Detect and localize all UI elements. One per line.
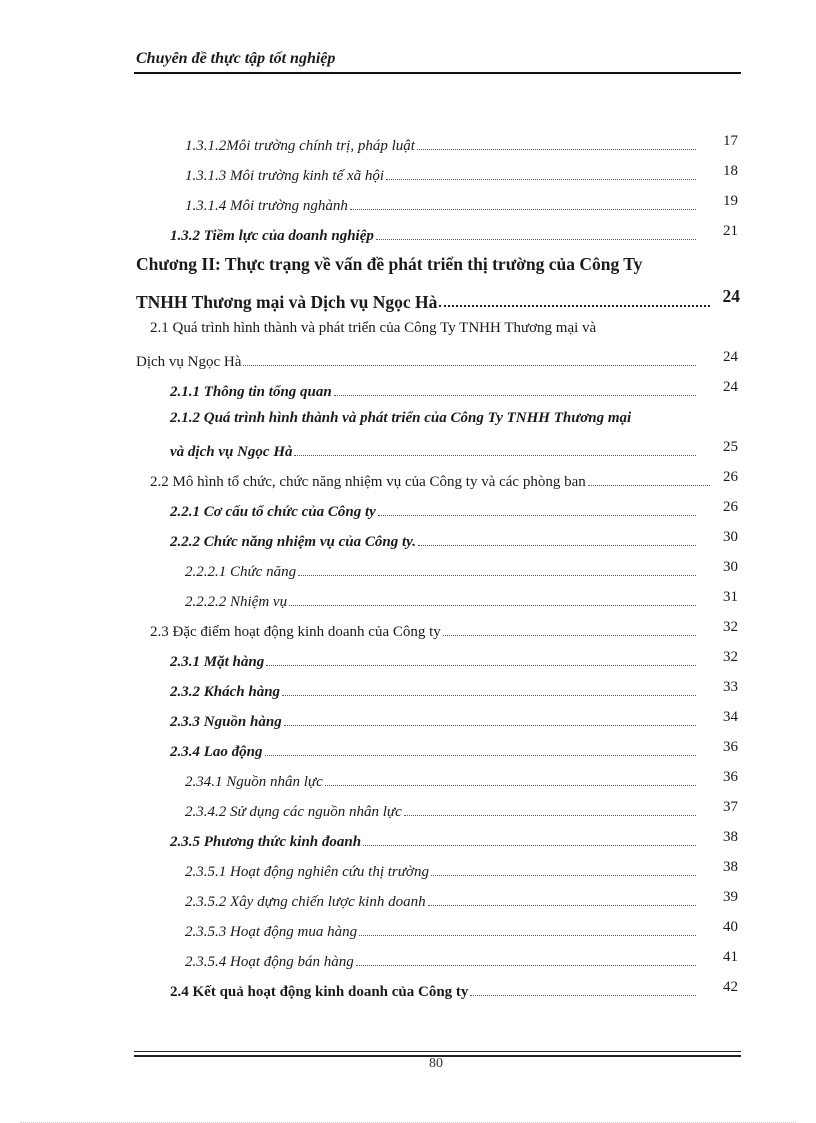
dot-leader	[417, 149, 696, 150]
toc-entry-page: 42	[723, 979, 738, 995]
toc-entry[interactable]	[185, 943, 700, 971]
toc-entry-label: 2.3.5.3 Hoạt động mua hàng	[185, 924, 358, 940]
page-number: 80	[429, 1056, 443, 1071]
toc-entry[interactable]	[170, 433, 700, 461]
toc-entry-page: 39	[723, 889, 738, 905]
toc-entry-page: 33	[723, 679, 738, 695]
toc-entry-page: 32	[723, 649, 738, 665]
toc-entry-label: 2.2.2 Chức năng nhiệm vụ của Công ty.	[170, 534, 416, 550]
toc-entry-label: 2.3.1 Mặt hàng	[170, 654, 265, 670]
dot-leader	[443, 635, 696, 636]
dot-leader	[359, 935, 696, 936]
toc-entry[interactable]	[170, 823, 700, 851]
toc-entry-label: 1.3.1.2Môi trường chính trị, pháp luật	[185, 138, 415, 154]
toc-entry-label: 2.2.2.2 Nhiệm vụ	[185, 594, 288, 610]
toc-entry-page: 36	[723, 739, 738, 755]
toc-entry[interactable]	[170, 973, 700, 1001]
toc-entry[interactable]	[150, 463, 714, 491]
toc-entry-page: 34	[723, 709, 738, 725]
dot-leader	[470, 995, 696, 996]
toc-entry-label: 2.2.2.1 Chức năng	[185, 564, 297, 580]
toc-entry-label: 2.3.5.4 Hoạt động bán hàng	[185, 954, 354, 970]
toc-entry[interactable]	[170, 523, 700, 551]
toc-entry[interactable]	[170, 733, 700, 761]
toc-entry-page: 38	[723, 829, 738, 845]
toc-entry-label: 2.3.5 Phương thức kinh đoanh	[170, 834, 362, 850]
dot-leader	[298, 575, 696, 576]
dot-leader	[334, 395, 696, 396]
toc-entry-page: 30	[723, 559, 738, 575]
footer-divider	[134, 1051, 741, 1052]
toc-entry[interactable]	[185, 127, 700, 155]
toc-entry-page: 36	[723, 769, 738, 785]
toc-entry-page: 24	[723, 349, 738, 365]
toc-entry-page: 17	[723, 133, 738, 149]
toc-chapter-title-line2: TNHH Thương mại và Dịch vụ Ngọc Hà	[136, 292, 438, 312]
dot-leader	[284, 725, 696, 726]
toc-entry[interactable]	[185, 853, 700, 881]
toc-entry-page: 21	[723, 223, 738, 239]
toc-entry-page: 25	[723, 439, 738, 455]
toc-entry-label: 1.3.1.4 Môi trường nghành	[185, 198, 348, 214]
toc-entry[interactable]	[136, 343, 700, 371]
toc-entry[interactable]	[185, 763, 700, 791]
toc-chapter-entry[interactable]	[136, 283, 714, 313]
toc-entry-label: 2.3.4.2 Sử dụng các nguồn nhân lực	[185, 804, 402, 820]
toc-entry[interactable]	[185, 883, 700, 911]
toc-entry-label: 2.3.3 Nguồn hàng	[170, 714, 282, 730]
toc-entry[interactable]	[185, 793, 700, 821]
toc-entry-page: 19	[723, 193, 738, 209]
toc-entry-label: 2.34.1 Nguồn nhân lực	[185, 774, 323, 790]
dot-leader	[376, 239, 696, 240]
toc-entry-label: 2.2 Mô hình tổ chức, chức năng nhiệm vụ của Công ty và các phòng ban	[150, 474, 586, 490]
toc-entry-page: 18	[723, 163, 738, 179]
toc-entry-label: 1.3.1.3 Môi trường kinh tế xã hội	[185, 168, 385, 184]
toc-entry-label: 2.3 Đặc điểm hoạt động kinh doanh của Công ty	[150, 624, 441, 640]
dot-leader	[386, 179, 696, 180]
dot-leader	[325, 785, 696, 786]
toc-entry[interactable]	[170, 493, 700, 521]
toc-entry[interactable]	[185, 583, 700, 611]
dot-leader	[356, 965, 696, 966]
toc-entry[interactable]	[170, 703, 700, 731]
dot-leader	[439, 305, 710, 307]
toc-entry-page: 26	[723, 499, 738, 515]
dot-leader	[428, 905, 696, 906]
toc-entry-label: 2.4 Kết quả hoạt động kinh doanh của Công ty	[170, 984, 469, 1000]
toc-entry-page: 26	[723, 469, 738, 485]
dot-leader	[588, 485, 710, 486]
toc-entry[interactable]	[185, 913, 700, 941]
dot-leader	[378, 515, 696, 516]
toc-entry-label-line2: Dịch vụ Ngọc Hà	[136, 354, 242, 370]
dot-leader	[294, 455, 696, 456]
toc-entry-label: 1.3.2 Tiềm lực của doanh nghiệp	[170, 228, 374, 244]
toc-entry[interactable]	[150, 613, 700, 641]
dot-leader	[350, 209, 696, 210]
dot-leader	[265, 755, 696, 756]
dot-leader	[431, 875, 696, 876]
dot-leader	[418, 545, 696, 546]
toc-entry[interactable]	[170, 673, 700, 701]
toc-entry-page: 37	[723, 799, 738, 815]
toc-entry[interactable]	[185, 157, 700, 185]
page-header-title: Chuyên đề thực tập tốt nghiệp	[136, 50, 336, 67]
toc-entry-page: 38	[723, 859, 738, 875]
dot-leader	[289, 605, 696, 606]
toc-entry-label-line1[interactable]: 2.1.2 Quá trình hình thành và phát triển của Công Ty TNHH Thương mại	[170, 410, 632, 426]
dot-leader	[404, 815, 696, 816]
toc-entry[interactable]	[185, 187, 700, 215]
toc-entry-page: 24	[723, 379, 738, 395]
dot-leader	[282, 695, 696, 696]
toc-entry-label: 2.3.5.2 Xây dựng chiến lược kinh doanh	[185, 894, 426, 910]
toc-entry-label-line2: và dịch vụ Ngọc Hà	[170, 444, 293, 460]
toc-entry-page: 31	[723, 589, 738, 605]
toc-entry-label: 2.3.4 Lao động	[170, 744, 263, 760]
toc-chapter-page: 24	[722, 286, 740, 306]
toc-entry-label-line1[interactable]: 2.1 Quá trình hình thành và phát triển của Công Ty TNHH Thương mại và	[150, 320, 597, 336]
toc-entry-label: 2.3.2 Khách hàng	[170, 684, 281, 700]
toc-entry-label: 2.3.5.1 Hoạt động nghiên cứu thị trường	[185, 864, 429, 880]
toc-entry-page: 30	[723, 529, 738, 545]
toc-entry[interactable]	[170, 217, 700, 245]
toc-entry-label: 2.2.1 Cơ cấu tổ chức của Công ty	[170, 504, 376, 520]
toc-entry-label: 2.1.1 Thông tin tổng quan	[170, 384, 332, 400]
dot-leader	[363, 845, 696, 846]
toc-entry[interactable]	[170, 643, 700, 671]
toc-entry[interactable]	[170, 373, 700, 401]
toc-chapter-title-line1[interactable]: Chương II: Thực trạng về vấn đề phát triển thị trường của Công Ty	[136, 254, 643, 274]
dot-leader	[243, 365, 696, 366]
toc-entry-page: 41	[723, 949, 738, 965]
toc-entry-page: 32	[723, 619, 738, 635]
toc-entry-page: 40	[723, 919, 738, 935]
toc-entry[interactable]	[185, 553, 700, 581]
dot-leader	[266, 665, 696, 666]
